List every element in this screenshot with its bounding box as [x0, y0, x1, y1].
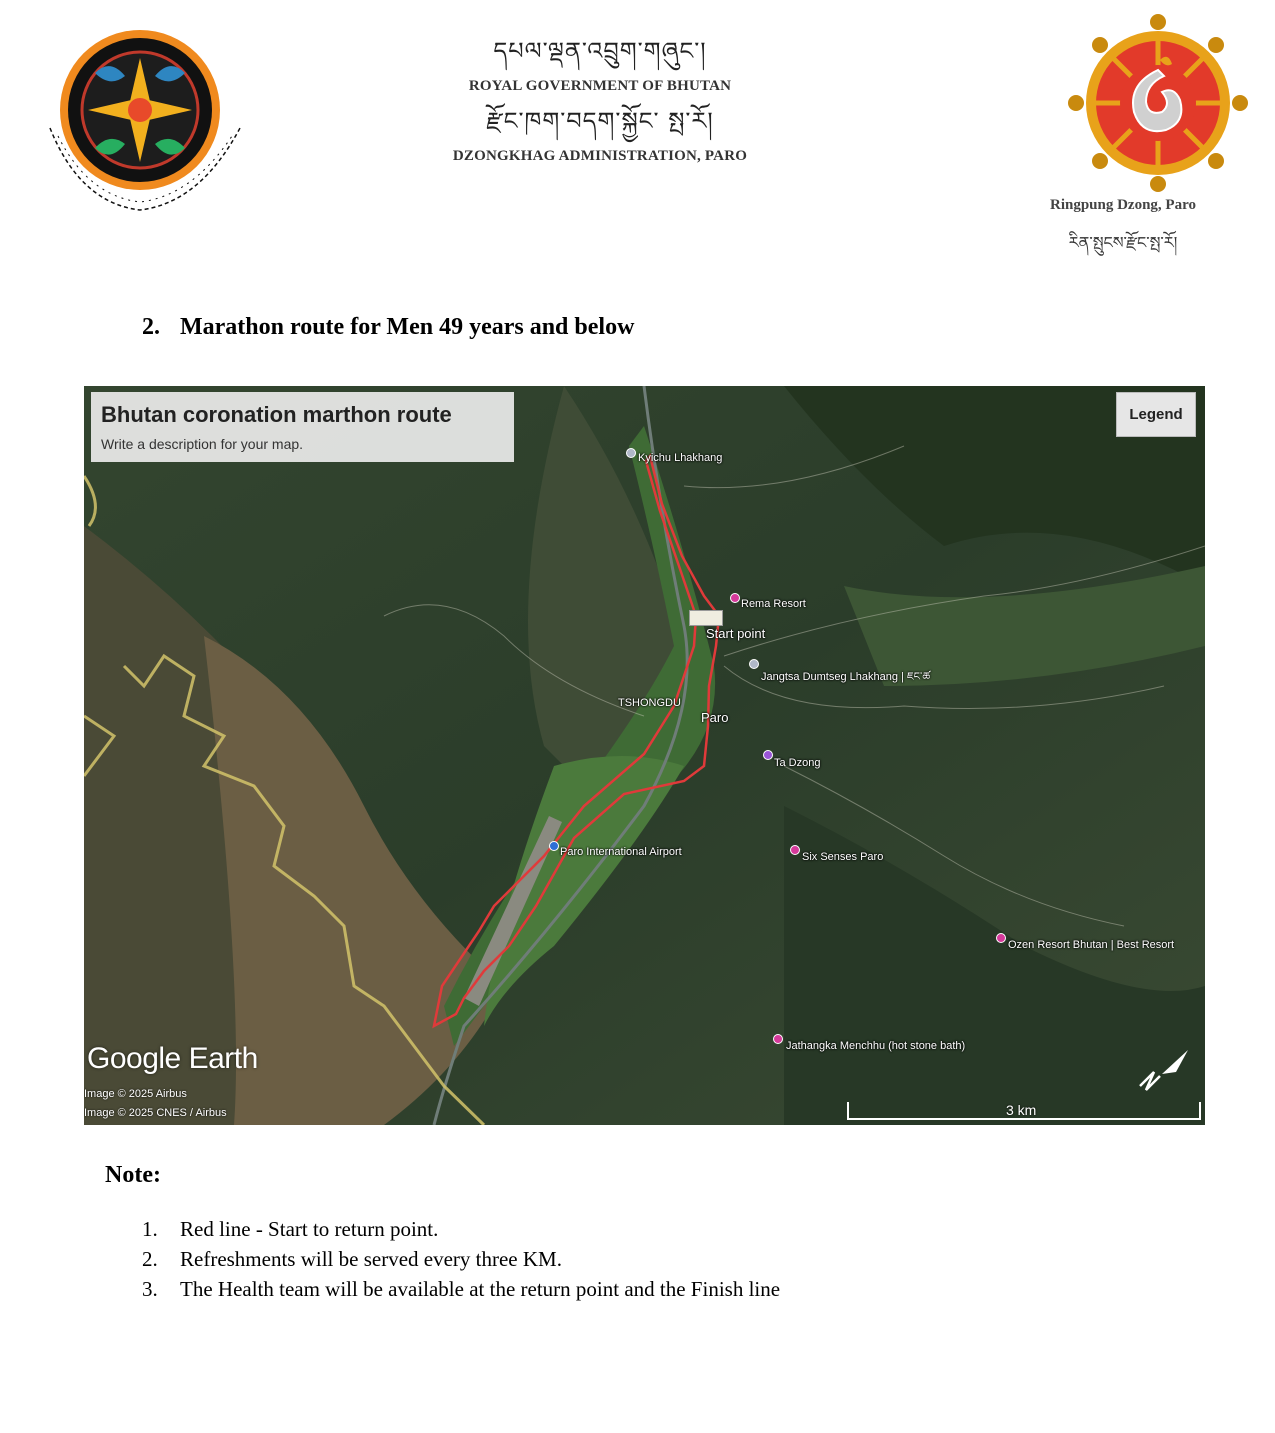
header-dzongkha-line-2: རྫོང་ཁག་བདག་སྐྱོང་ སྤ་རོ། — [486, 107, 714, 135]
google-earth-logo — [87, 1042, 258, 1076]
start-point-thumbnail[interactable] — [689, 610, 723, 626]
logo-earth-text: Earth — [188, 1042, 258, 1075]
place-label-airport: Paro International Airport — [560, 846, 682, 858]
place-label-rema: Rema Resort — [741, 598, 806, 610]
airport-pin[interactable] — [549, 841, 559, 851]
six-senses-pin[interactable] — [790, 845, 800, 855]
note-number: 2. — [142, 1247, 158, 1271]
image-credit-1: Image © 2025 Airbus — [84, 1088, 187, 1100]
place-label-paro: Paro — [701, 710, 729, 725]
jathangka-pin[interactable] — [773, 1034, 783, 1044]
place-label-start: Start point — [706, 626, 766, 641]
note-item — [142, 1214, 780, 1244]
note-item — [142, 1244, 780, 1274]
kyichu-lhakhang-pin[interactable] — [626, 448, 636, 458]
map-title: Bhutan coronation marthon route — [101, 402, 452, 427]
place-label-sixsenses: Six Senses Paro — [802, 851, 884, 863]
jangtsa-lhakhang-pin[interactable] — [749, 659, 759, 669]
note-item — [142, 1274, 780, 1304]
ozen-resort-pin[interactable] — [996, 933, 1006, 943]
header-org-name: ROYAL GOVERNMENT OF BHUTAN — [468, 78, 732, 94]
place-label-jathangka: Jathangka Menchhu (hot stone bath) — [786, 1040, 966, 1052]
ringpung-dzong-logo — [1068, 12, 1248, 194]
ta-dzong-pin[interactable] — [763, 750, 773, 760]
scale-label: 3 km — [1006, 1102, 1037, 1118]
note-heading: Note: — [105, 1162, 161, 1188]
place-label-ozen: Ozen Resort Bhutan | Best Resort — [1008, 939, 1175, 951]
legend-button[interactable]: Legend — [1116, 392, 1196, 437]
royal-emblem-logo — [40, 28, 250, 228]
map-description[interactable]: Write a description for your map. — [101, 436, 304, 452]
note-text: Refreshments will be served every three KM. — [180, 1247, 562, 1271]
route-map[interactable] — [84, 386, 1205, 1125]
header-block — [400, 34, 800, 174]
section-title-text: Marathon route for Men 49 years and below — [180, 314, 635, 340]
note-text: The Health team will be available at the return point and the Finish line — [180, 1277, 781, 1301]
note-number: 3. — [142, 1277, 158, 1301]
rema-resort-pin[interactable] — [730, 593, 740, 603]
north-arrow-icon[interactable] — [1132, 1046, 1192, 1096]
place-label-jangtsa: Jangtsa Dumtseg Lhakhang | ཇང་ཚ — [761, 671, 931, 683]
section-number: 2. — [142, 314, 160, 340]
ringpung-dzong-caption: Ringpung Dzong, Paro — [1049, 197, 1196, 213]
logo-google-text: Google — [87, 1042, 181, 1075]
place-label-kyichu: Kyichu Lhakhang — [638, 452, 723, 464]
header-dzongkha-line-1: དཔལ་ལྡན་འབྲུག་གཞུང་། — [493, 37, 707, 65]
satellite-terrain — [84, 386, 1205, 1125]
place-label-tadzong: Ta Dzong — [774, 757, 821, 769]
note-number: 1. — [142, 1217, 158, 1241]
place-label-tshongdu: TSHONGDU — [618, 697, 681, 709]
image-credit-2: Image © 2025 CNES / Airbus — [84, 1107, 227, 1119]
note-list — [142, 1214, 780, 1304]
section-heading — [142, 314, 634, 341]
note-text: Red line - Start to return point. — [180, 1217, 439, 1241]
map-title-panel — [91, 392, 514, 462]
ringpung-dzong-caption-dzongkha: རིན་སྤུངས་རྫོང་སྤ་རོ། — [1068, 233, 1178, 252]
header-office-name: DZONGKHAG ADMINISTRATION, PARO — [452, 148, 748, 164]
